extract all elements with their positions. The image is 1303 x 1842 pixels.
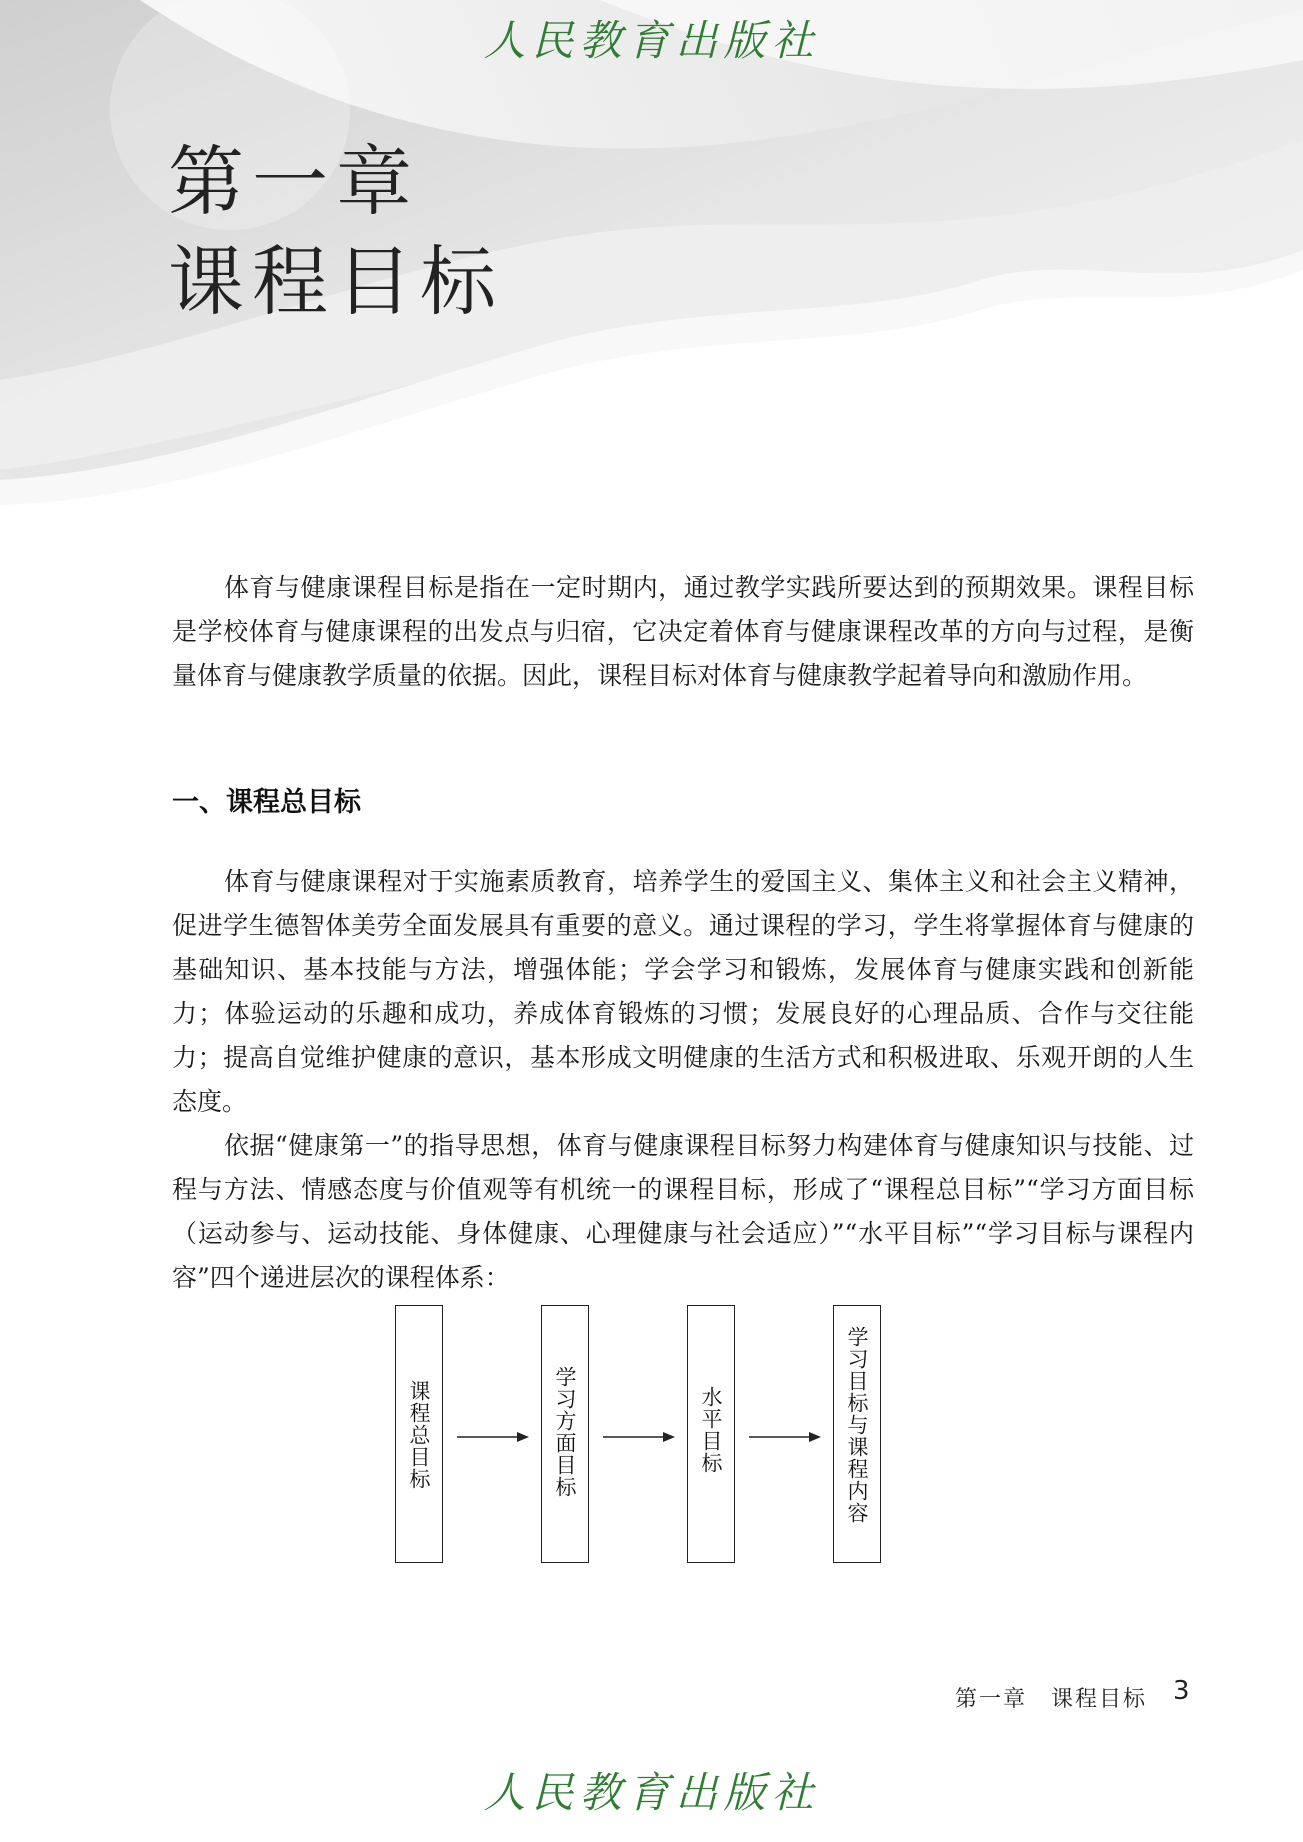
- diagram-box: 水平目标: [687, 1305, 735, 1563]
- publisher-logo-top: 人民教育出版社: [483, 16, 820, 65]
- curriculum-hierarchy-diagram: [395, 1305, 895, 1570]
- section-heading: 一、课程总目标: [172, 787, 361, 818]
- arrow-right-icon: [457, 1431, 531, 1443]
- section-body: [172, 860, 1194, 1300]
- intro-section: [172, 566, 1194, 698]
- body-paragraph: 体育与健康课程对于实施素质教育，培养学生的爱国主义、集体主义和社会主义精神，促进学生德智体美劳全面发展具有重要的意义。通过课程的学习，学生将掌握体育与健康的基础知识、基本技能与方法，增强体能；学会学习和锻炼，发展体育与健康实践和创新能力；体验运动的乐趣和成功，养成体育锻炼的习惯；发展良好的心理品质、合作与交往能力；提高自觉维护健康的意识，基本形成文明健康的生活方式和积极进取、乐观开朗的人生态度。: [172, 867, 1194, 1116]
- diagram-box: 学习目标与课程内容: [833, 1305, 881, 1563]
- diagram-box: 课程总目标: [395, 1305, 443, 1563]
- body-paragraph: 依据“健康第一”的指导思想，体育与健康课程目标努力构建体育与健康知识与技能、过程与方法、情感态度与价值观等有机统一的课程目标，形成了“课程总目标”“学习方面目标（运动参与、运动技能、身体健康、心理健康与社会适应）”“水平目标”“学习目标与课程内容”四个递进层次的课程体系：: [172, 1131, 1194, 1292]
- publisher-logo-bottom: 人民教育出版社: [483, 1768, 820, 1817]
- intro-paragraph: 体育与健康课程目标是指在一定时期内，通过教学实践所要达到的预期效果。课程目标是学校体育与健康课程的出发点与归宿，它决定着体育与健康课程改革的方向与过程，是衡量体育与健康教学质量的依据。因此，课程目标对体育与健康教学起着导向和激励作用。: [172, 573, 1194, 690]
- arrow-right-icon: [749, 1431, 823, 1443]
- arrow-right-icon: [603, 1431, 677, 1443]
- diagram-box: 学习方面目标: [541, 1305, 589, 1563]
- chapter-name: 课程目标: [168, 237, 504, 326]
- chapter-number: 第一章: [168, 137, 420, 226]
- page-number: 3: [1173, 1676, 1190, 1706]
- chapter-title: [168, 132, 504, 332]
- running-title: 第一章 课程目标: [955, 1687, 1148, 1712]
